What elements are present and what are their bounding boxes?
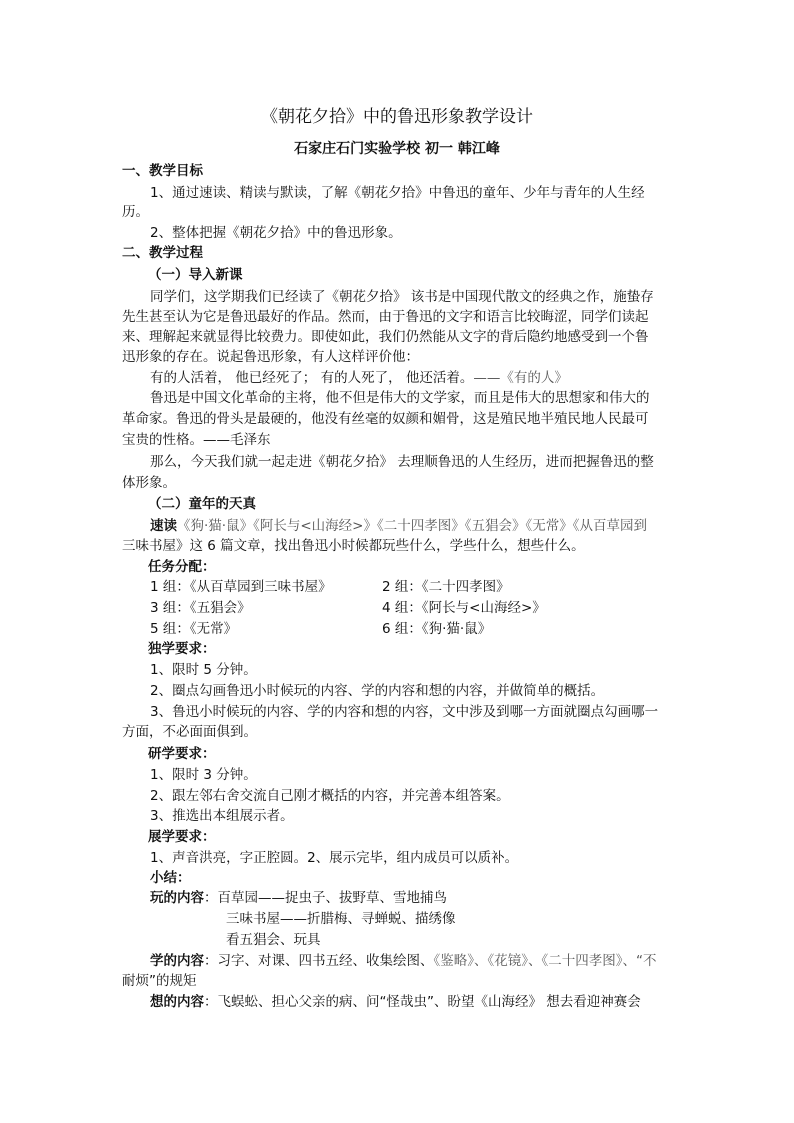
group-1: 1 组：《从百草园到三味书屋》	[150, 579, 332, 595]
intro-line-4: 迅形象的存在。说起鲁迅形象，有人这样评价他：	[122, 349, 419, 365]
part-1-heading: （一）导入新课	[148, 267, 243, 283]
task-heading: 任务分配：	[148, 559, 216, 575]
summary-heading: 小结：	[150, 870, 191, 886]
mao-quote-line-3: 宝贵的性格。——毛泽东	[122, 432, 271, 448]
lead-line-2: 体形象。	[122, 475, 176, 491]
group-6: 6 组：《狗·猫·鼠》	[382, 621, 492, 637]
think-items: ：飞蜈蚣、担心父亲的病、问“怪哉虫”、盼望《山海经》 想去看迎神赛会	[204, 994, 641, 1010]
solo-req-2: 2、圈点勾画鲁迅小时候玩的内容、学的内容和想的内容，并做简单的概括。	[150, 683, 605, 699]
play-items-1: ：百草园——捉虫子、拔野草、雪地捕鸟	[204, 890, 447, 906]
learn-content-line-2: 耐烦”的规矩	[122, 973, 197, 989]
think-label: 想的内容	[150, 994, 204, 1010]
speed-read-titles: 《狗·猫·鼠》《阿长与<山海经>》《二十四孝图》《五猖会》《无常》《从百草园到	[177, 518, 647, 534]
play-content-line-1	[150, 889, 447, 907]
poem-quote	[150, 369, 568, 387]
goal-2: 2、整体把握《朝花夕拾》中的鲁迅形象。	[150, 225, 402, 241]
goal-1-line-2: 历。	[122, 204, 149, 220]
poem-source: ——《有的人》	[473, 370, 568, 386]
learn-label: 学的内容	[150, 953, 204, 969]
group-4: 4 组：《阿长与<山海经>》	[382, 600, 546, 616]
study-req-2: 2、跟左邻右舍交流自己刚才概括的内容，并完善本组答案。	[150, 788, 510, 804]
group-2: 2 组：《二十四孝图》	[382, 579, 510, 595]
solo-req-3-line-1: 3、鲁迅小时候玩的内容、学的内容和想的内容，文中涉及到哪一方面就圈点勾画哪一	[150, 704, 659, 720]
goal-1-line-1: 1、通过速读、精读与默读，了解《朝花夕拾》中鲁迅的童年、少年与青年的人生经	[150, 185, 645, 201]
intro-line-2: 先生甚至认为它是鲁迅最好的作品。然而，由于鲁迅的文字和语言比较晦涩，同学们读起	[122, 309, 649, 325]
play-label: 玩的内容	[150, 890, 204, 906]
intro-line-1: 同学们，这学期我们已经读了《朝花夕拾》 该书是中国现代散文的经典之作，施蛰存	[150, 289, 654, 305]
learn-content-line-1	[150, 952, 657, 970]
mao-quote-line-1: 鲁迅是中国文化革命的主将，他不但是伟大的文学家，而且是伟大的思想家和伟大的	[150, 390, 650, 406]
play-content-line-2: 三味书屋——折腊梅、寻蝉蜕、描绣像	[226, 911, 456, 927]
learn-items-1: ：习字、对课、四书五经、收集绘图、	[204, 953, 434, 969]
study-req-1: 1、限时 3 分钟。	[150, 767, 257, 783]
study-req-3: 3、推选出本组展示者。	[150, 808, 294, 824]
think-content-line-1	[150, 993, 641, 1011]
section-heading-process: 二、教学过程	[122, 245, 203, 261]
solo-req-3-line-2: 方面，不必面面俱到。	[122, 724, 257, 740]
show-req: 1、声音洪亮，字正腔圆。2、展示完毕，组内成员可以质补。	[150, 850, 519, 866]
solo-req-1: 1、限时 5 分钟。	[150, 662, 257, 678]
solo-heading: 独学要求：	[148, 641, 216, 657]
speed-read-line-1	[150, 517, 647, 535]
section-heading-goals: 一、教学目标	[122, 163, 203, 179]
show-heading: 展学要求：	[148, 829, 216, 845]
poem-text: 有的人活着， 他已经死了； 有的人死了， 他还活着。	[150, 370, 474, 386]
speed-read-label: 速读	[150, 518, 177, 534]
intro-line-3: 来、理解起来就显得比较费力。即使如此，我们仍然能从文字的背后隐约地感受到一个鲁	[122, 329, 649, 345]
author-line: 石家庄石门实验学校 初一 韩江峰	[294, 141, 500, 157]
play-content-line-3: 看五猖会、玩具	[226, 932, 321, 948]
part-2-heading: （二）童年的天真	[148, 496, 256, 512]
speed-read-line-2: 三味书屋》这 6 篇文章，找出鲁迅小时候都玩些什么，学些什么，想些什么。	[122, 538, 585, 554]
group-3: 3 组：《五猖会》	[150, 600, 251, 616]
lead-line-1: 那么，今天我们就一起走进《朝花夕拾》 去理顺鲁迅的人生经历，进而把握鲁迅的整	[150, 454, 654, 470]
document-title: 《朝花夕拾》中的鲁迅形象教学设计	[261, 107, 533, 127]
study-heading: 研学要求：	[148, 746, 216, 762]
mao-quote-line-2: 革命家。鲁迅的骨头是最硬的，他没有丝毫的奴颜和媚骨，这是殖民地半殖民地人民最可	[122, 411, 649, 427]
group-5: 5 组：《无常》	[150, 621, 238, 637]
learn-books: 《鉴略》、《花镜》、《二十四孝图》、“不	[433, 953, 657, 969]
